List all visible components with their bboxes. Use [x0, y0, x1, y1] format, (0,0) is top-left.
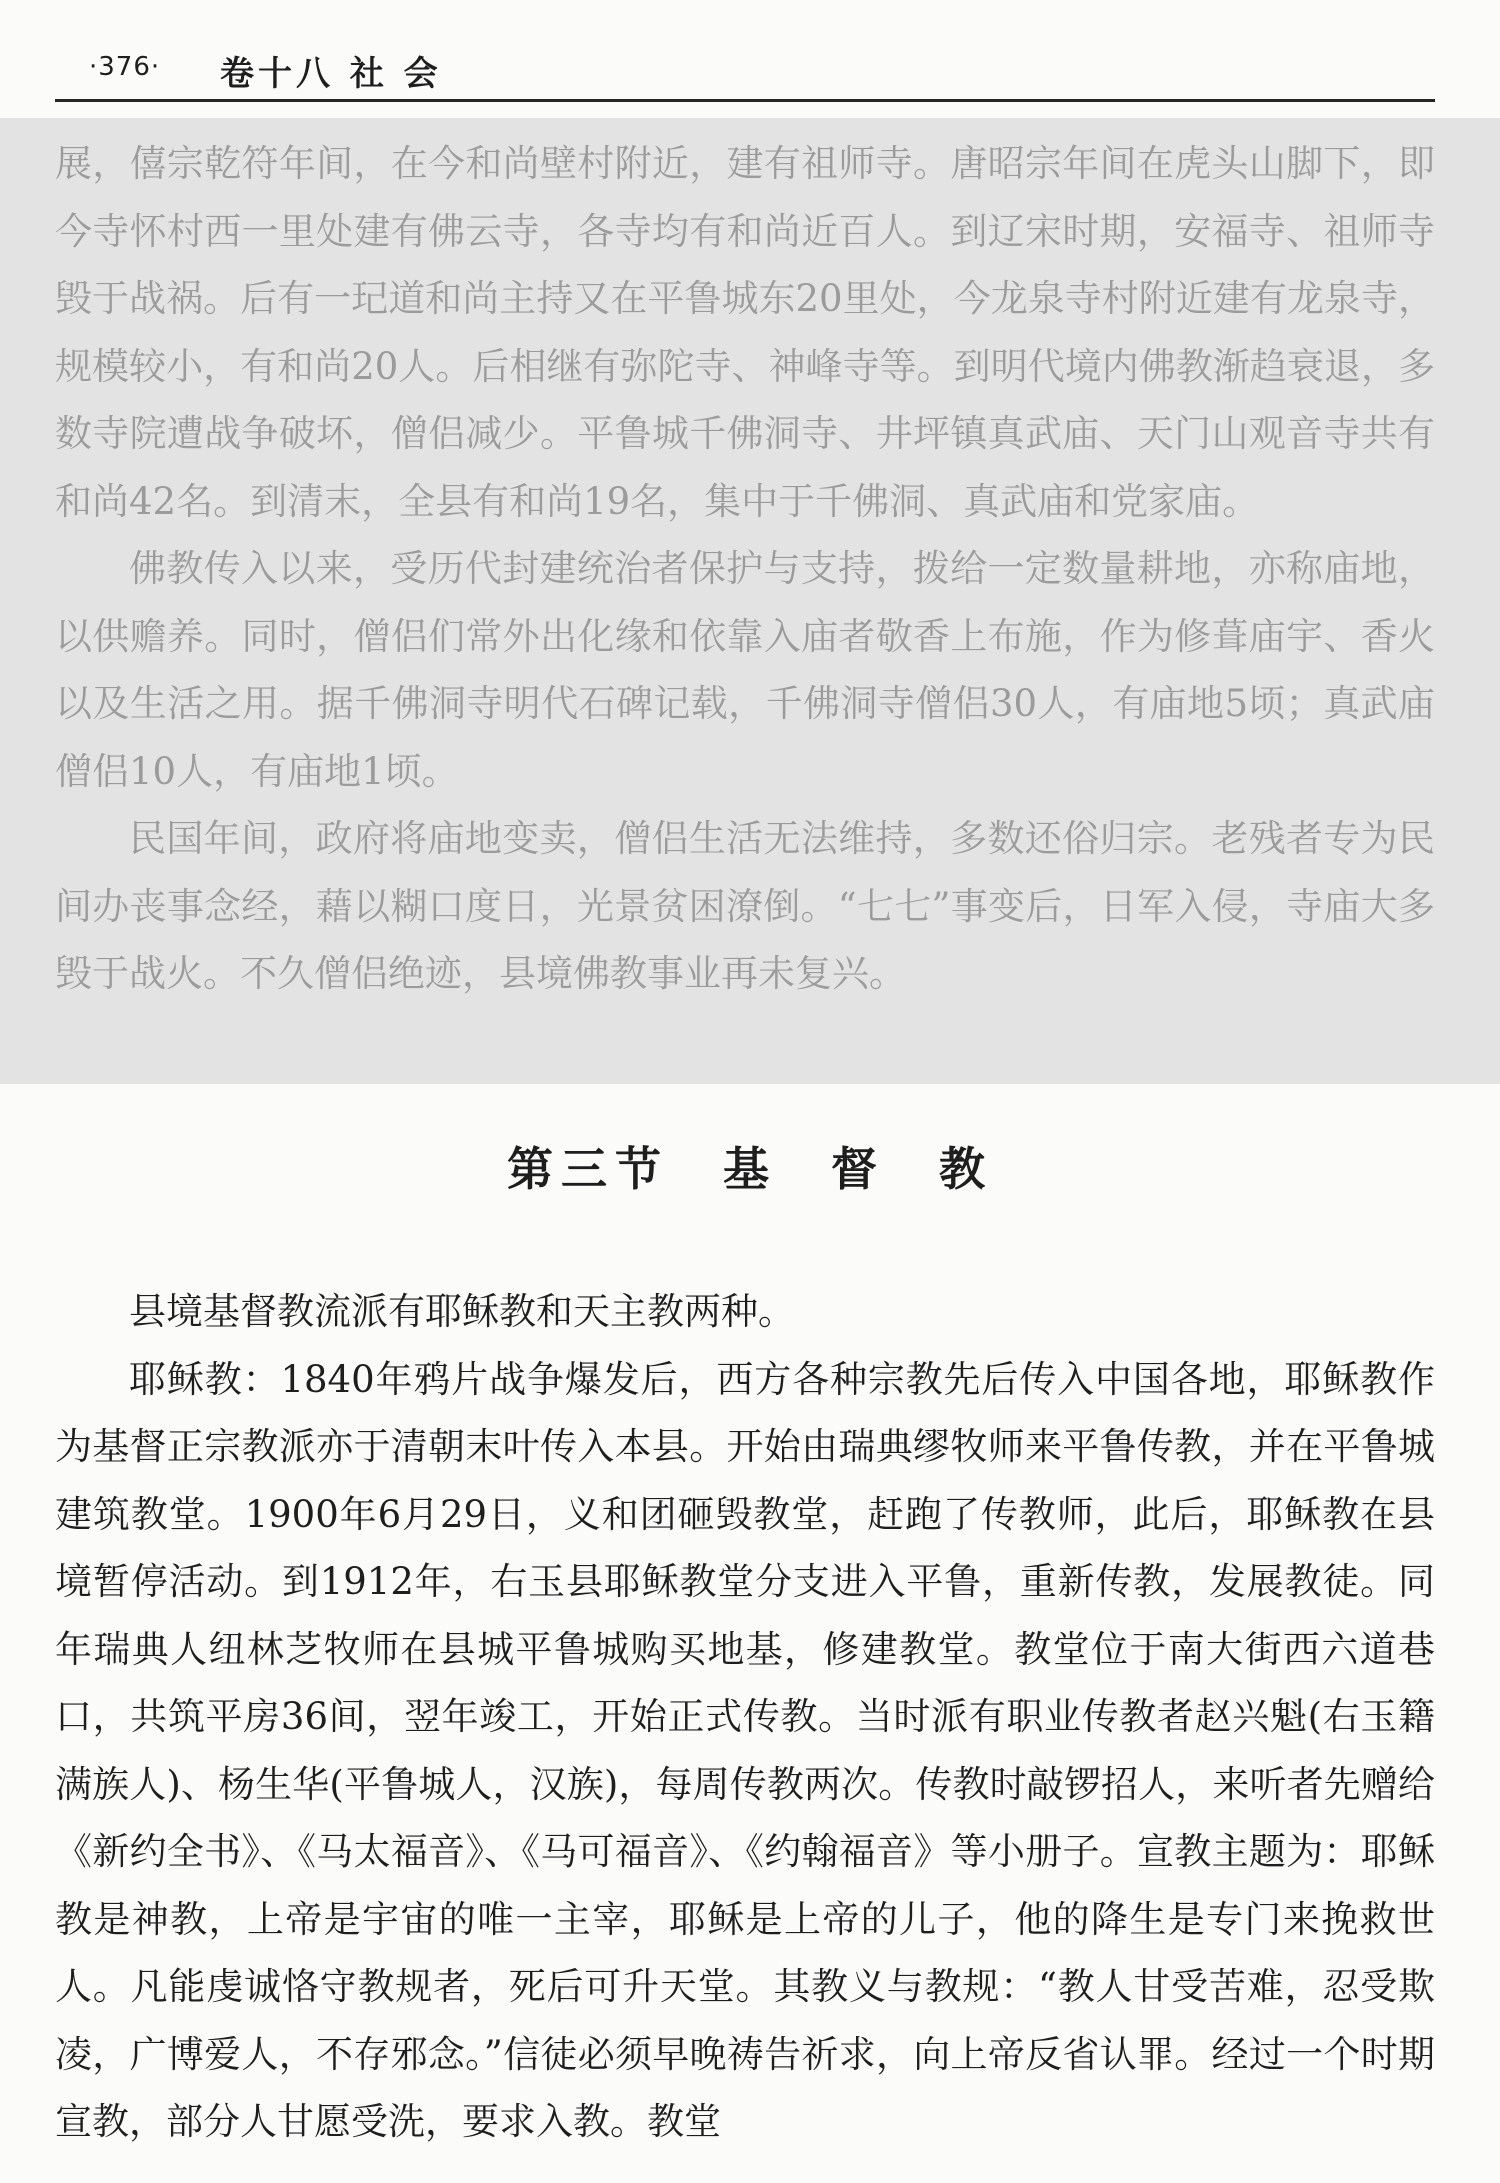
page-number: ·376·	[89, 52, 161, 82]
paragraph: 佛教传入以来，受历代封建统治者保护与支持，拨给一定数量耕地，亦称庙地，以供赡养。同时，僧侣们常外出化缘和依靠入庙者敬香上布施，作为修葺庙宇、香火以及生活之用。据千佛洞寺明代石碑记载，千佛洞寺僧侣30人，有庙地5顷；真武庙僧侣10人，有庙地1顷。	[55, 547, 1435, 793]
paragraph: 展，僖宗乾符年间，在今和尚壁村附近，建有祖师寺。唐昭宗年间在虎头山脚下，即今寺怀村西一里处建有佛云寺，各寺均有和尚近百人。到辽宋时期，安福寺、祖师寺毁于战祸。后有一玘道和尚主持又在平鲁城东20里处，今龙泉寺村附近建有龙泉寺，规模较小，有和尚20人。后相继有弥陀寺、神峰寺等。到明代境内佛教渐趋衰退，多数寺院遭战争破坏，僧侣减少。平鲁城千佛洞寺、井坪镇真武庙、天门山观音寺共有和尚42名。到清末，全县有和尚19名，集中于千佛洞、真武庙和党家庙。	[55, 142, 1435, 523]
running-header-title: 卷十八 社 会	[220, 54, 442, 94]
paragraph: 县境基督教流派有耶稣教和天主教两种。	[129, 1290, 795, 1333]
paragraph: 民国年间，政府将庙地变卖，僧侣生活无法维持，多数还俗归宗。老残者专为民间办丧事念经，藉以糊口度日，光景贫困潦倒。“七七”事变后，日军入侵，寺庙大多毁于战火。不久僧侣绝迹，县境佛教事业再未复兴。	[55, 817, 1435, 995]
christianity-text	[55, 1278, 1435, 2156]
section-title: 第三节 基 督 教	[507, 1142, 993, 1196]
paragraph: 耶稣教：1840年鸦片战争爆发后，西方各种宗教先后传入中国各地，耶稣教作为基督正宗教派亦于清朝末叶传入本县。开始由瑞典缪牧师来平鲁传教，并在平鲁城建筑教堂。1900年6月29日，义和团砸毁教堂，赶跑了传教师，此后，耶稣教在县境暂停活动。到1912年，右玉县耶稣教堂分支进入平鲁，重新传教，发展教徒。同年瑞典人纽林芝牧师在县城平鲁城购买地基，修建教堂。教堂位于南大街西六道巷口，共筑平房36间，翌年竣工，开始正式传教。当时派有职业传教者赵兴魁(右玉籍满族人)、杨生华(平鲁城人，汉族)，每周传教两次。传教时敲锣招人，来听者先赠给《新约全书》、《马太福音》、《马可福音》、《约翰福音》等小册子。宣教主题为：耶稣教是神教，上帝是宇宙的唯一主宰，耶稣是上帝的儿子，他的降生是专门来挽救世人。凡能虔诚恪守教规者，死后可升天堂。其教义与教规：“教人甘受苦难，忍受欺凌，广博爱人，不存邪念。”信徒必须早晚祷告祈求，向上帝反省认罪。经过一个时期宣教，部分人甘愿受洗，要求入教。教堂	[55, 1357, 1435, 2143]
page-header	[55, 40, 1435, 100]
buddhism-text	[55, 130, 1435, 1008]
header-rule	[55, 99, 1435, 102]
